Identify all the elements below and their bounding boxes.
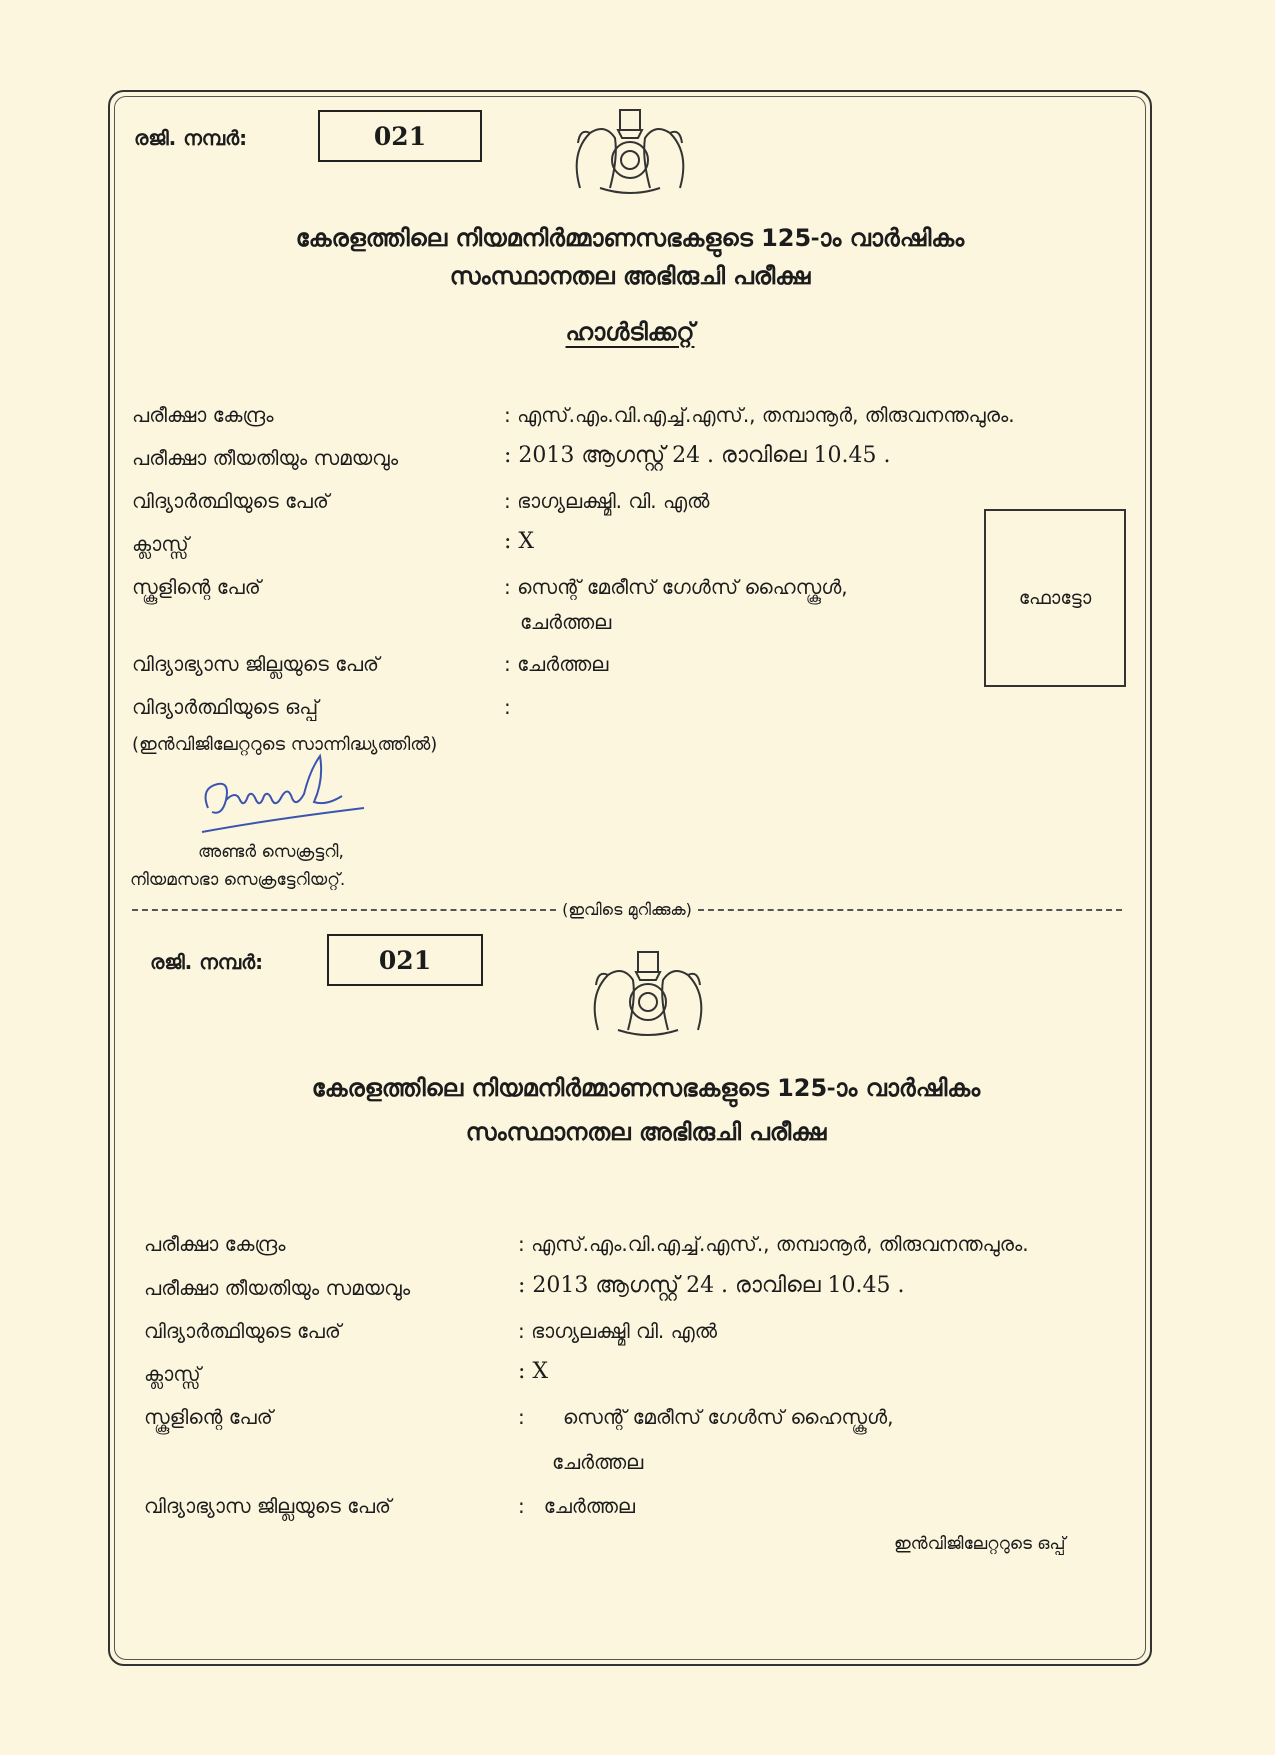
bottom-exam-center-value: : എസ്.എം.വി.എച്ച്.എസ്., തമ്പാനൂർ, തിരുവനന്തപുരം. (518, 1232, 1029, 1256)
bottom-district-label: വിദ്യാഭ്യാസ ജില്ലയുടെ പേര് (144, 1494, 392, 1518)
school-name-value-line2: ചേർത്തല (520, 610, 612, 634)
bottom-district-value: : ചേർത്തല (518, 1494, 636, 1518)
invigilator-signature-label: ഇൻവിജിലേറ്ററുടെ ഒപ്പ് (894, 1534, 1066, 1554)
school-name-value: : സെന്റ് മേരീസ് ഗേൾസ് ഹൈസ്കൂൾ, (504, 575, 848, 599)
student-signature-value: : (504, 695, 511, 719)
school-name-label: സ്കൂളിന്റെ പേര് (132, 575, 261, 599)
bottom-reg-number-label: രജി. നമ്പർ: (150, 950, 264, 974)
signatory-office: നിയമസഭാ സെക്രട്ടേറിയറ്റ്. (130, 870, 346, 890)
bottom-student-name-value: : ഭാഗ്യലക്ഷ്മി വി. എൽ (518, 1319, 717, 1343)
student-name-label: വിദ്യാർത്ഥിയുടെ പേര് (132, 489, 329, 513)
cut-line-right-dashes (698, 909, 1122, 911)
class-value: : X (504, 529, 535, 554)
bottom-school-name-value: : സെന്റ് മേരീസ് ഗേൾസ് ഹൈസ്കൂൾ, (518, 1405, 894, 1429)
class-label: ക്ലാസ്സ് (132, 532, 189, 556)
heading-line2: സംസ്ഥാനതല അഭിരുചി പരീക്ഷ (449, 262, 811, 290)
kerala-emblem-icon (560, 98, 700, 198)
bottom-school-name-value-line2: ചേർത്തല (552, 1450, 644, 1474)
bottom-exam-center-label: പരീക്ഷാ കേന്ദ്രം (144, 1232, 286, 1256)
invigilator-presence-note: (ഇൻവിജിലേറ്ററുടെ സാന്നിദ്ധ്യത്തിൽ) (132, 734, 438, 755)
cut-here-text: (ഇവിടെ മുറിക്കുക) (562, 900, 692, 919)
cut-line (132, 900, 1122, 920)
photo-label: ഫോട്ടോ (1018, 587, 1092, 609)
bottom-reg-number-box: 021 (327, 934, 483, 986)
district-value: : ചേർത്തല (504, 652, 609, 676)
signature-icon (196, 750, 366, 846)
bottom-heading-line2: സംസ്ഥാനതല അഭിരുചി പരീക്ഷ (465, 1118, 827, 1146)
bottom-exam-datetime-value: : 2013 ആഗസ്റ്റ് 24 . രാവിലെ 10.45 . (518, 1273, 905, 1298)
bottom-class-value: : X (518, 1359, 549, 1384)
bottom-kerala-emblem-icon (578, 940, 718, 1040)
reg-number-label: രജി. നമ്പർ: (134, 126, 248, 150)
district-label: വിദ്യാഭ്യാസ ജില്ലയുടെ പേര് (132, 652, 380, 676)
exam-datetime-label: പരീക്ഷാ തീയതിയും സമയവും (132, 446, 399, 470)
student-name-value: : ഭാഗ്യലക്ഷ്മി. വി. എൽ (504, 489, 710, 513)
exam-center-value: : എസ്.എം.വി.എച്ച്.എസ്., തമ്പാനൂർ, തിരുവനന്തപുരം. (504, 403, 1015, 427)
signatory-designation: അണ്ടർ സെക്രട്ടറി, (198, 842, 344, 862)
student-signature-label: വിദ്യാർത്ഥിയുടെ ഒപ്പ് (132, 695, 319, 719)
bottom-class-label: ക്ലാസ്സ് (144, 1362, 201, 1386)
bottom-exam-datetime-label: പരീക്ഷാ തീയതിയും സമയവും (144, 1276, 411, 1300)
photo-box (984, 509, 1126, 687)
reg-number-box: 021 (318, 110, 482, 162)
bottom-student-name-label: വിദ്യാർത്ഥിയുടെ പേര് (144, 1319, 341, 1343)
exam-center-label: പരീക്ഷാ കേന്ദ്രം (132, 403, 274, 427)
bottom-heading-line1: കേരളത്തിലെ നിയമനിർമ്മാണസഭകളുടെ 125-ാം വാർഷികം (311, 1074, 981, 1102)
hall-ticket-title (114, 318, 1146, 346)
heading-line1: കേരളത്തിലെ നിയമനിർമ്മാണസഭകളുടെ 125-ാം വാർഷികം (295, 224, 965, 252)
exam-datetime-value: : 2013 ആഗസ്റ്റ് 24 . രാവിലെ 10.45 . (504, 443, 891, 468)
hall-ticket-title-text: ഹാൾടിക്കറ്റ് (565, 318, 695, 346)
bottom-school-name-label: സ്കൂളിന്റെ പേര് (144, 1405, 273, 1429)
cut-line-left-dashes (132, 909, 556, 911)
